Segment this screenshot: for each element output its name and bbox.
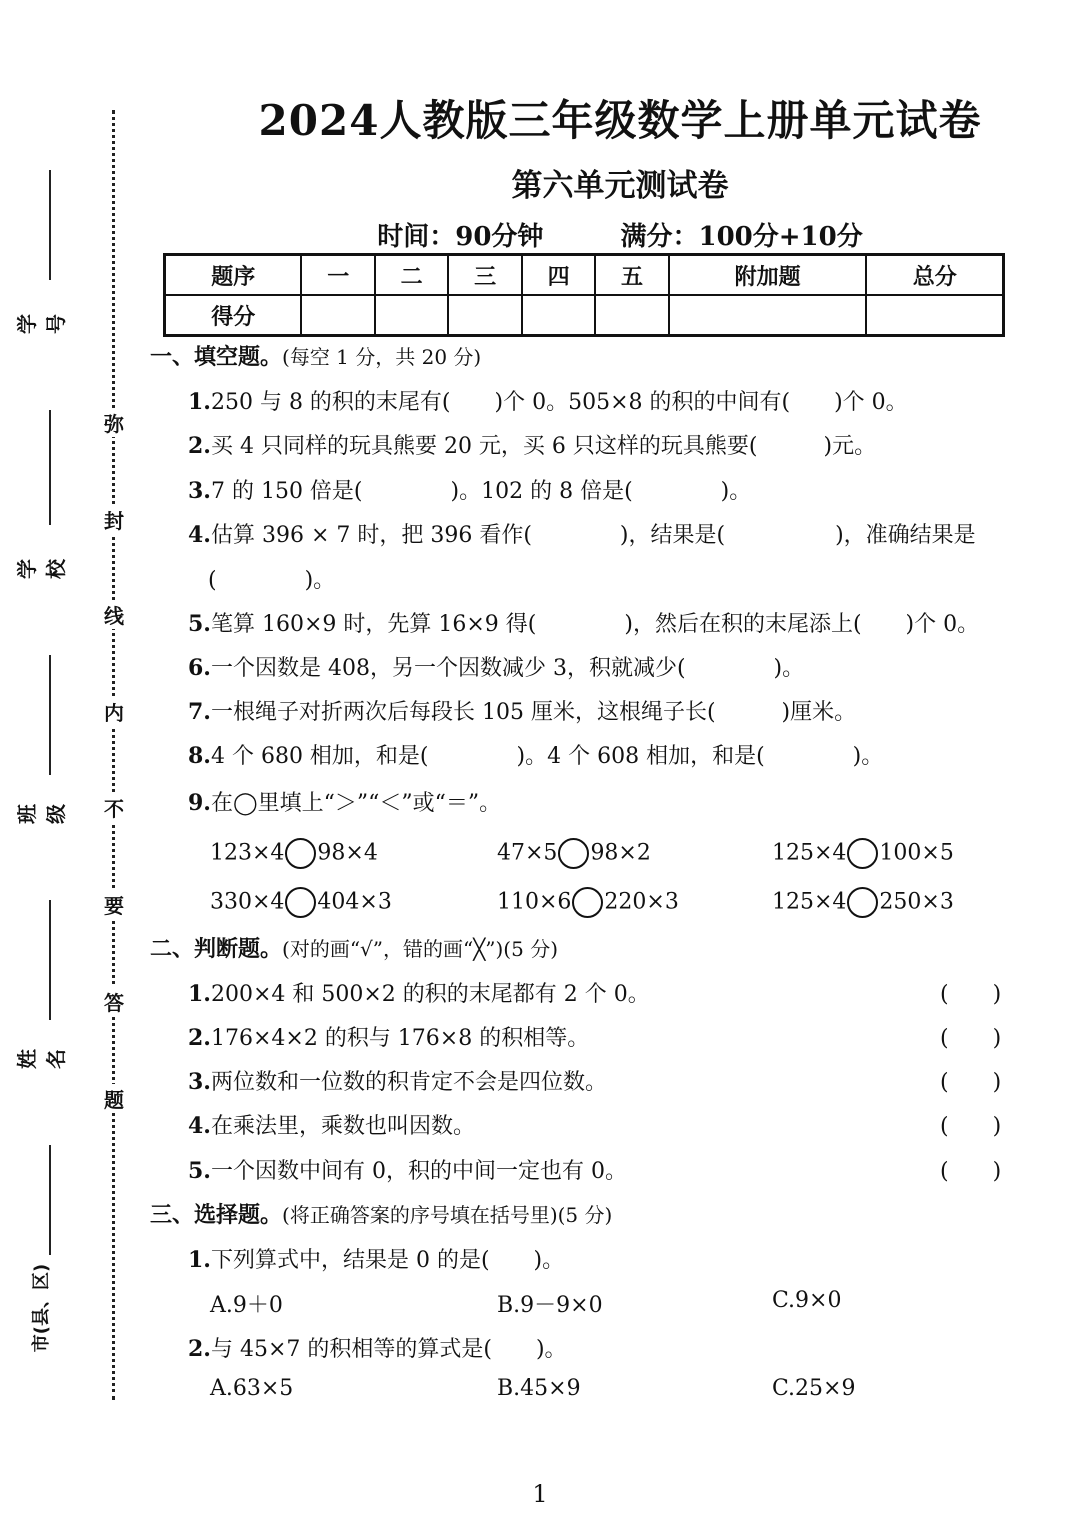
choice-option[interactable]: C.9×0 xyxy=(772,1288,842,1313)
time-limit: 时间：90分钟 xyxy=(377,222,544,252)
answer-paren[interactable]: ( ) xyxy=(940,1070,1002,1095)
full-score: 满分：100分+10分 xyxy=(620,222,863,252)
question-number: 9. xyxy=(188,790,211,816)
question-number: 7. xyxy=(188,699,211,725)
question xyxy=(188,429,876,460)
seal-dotted-line xyxy=(112,110,115,1400)
score-cell[interactable] xyxy=(448,295,521,336)
binding-margin xyxy=(0,0,160,1527)
question-text: 在乘法里，乘数也叫因数。 xyxy=(210,1114,475,1139)
compare-right: 220×3 xyxy=(604,889,679,915)
seal-char: 弥 xyxy=(100,408,128,437)
compare-item xyxy=(210,838,378,869)
question xyxy=(188,607,979,638)
question xyxy=(188,1021,589,1052)
class-label: 班级 xyxy=(15,804,68,824)
header-cell: 题序 xyxy=(165,255,302,296)
header-cell: 五 xyxy=(595,255,668,296)
question-number: 4. xyxy=(188,1113,211,1139)
question-text: ( )。 xyxy=(208,568,336,593)
question-number: 1. xyxy=(188,1247,211,1273)
section2-title: 二、判断题。 xyxy=(150,936,283,962)
district-line[interactable] xyxy=(49,1145,51,1255)
score-cell[interactable] xyxy=(375,295,448,336)
exam-title: 2024人教版三年级数学上册单元试卷 xyxy=(258,96,982,145)
question-text: 一个因数是 408，另一个因数减少 3，积就减少( )。 xyxy=(210,656,805,681)
question xyxy=(188,739,883,770)
section1-note: (每空 1 分，共 20 分) xyxy=(282,345,482,369)
score-cell[interactable] xyxy=(669,295,867,336)
compare-left: 125×4 xyxy=(772,889,847,915)
compare-right: 100×5 xyxy=(879,840,954,866)
question xyxy=(188,385,908,416)
seal-char: 不 xyxy=(100,793,128,822)
compare-left: 330×4 xyxy=(210,889,285,915)
choice-option[interactable]: C.25×9 xyxy=(772,1376,856,1401)
question xyxy=(188,786,501,817)
score-cell[interactable] xyxy=(301,295,374,336)
compare-circle[interactable] xyxy=(572,887,603,918)
question-number: 1. xyxy=(188,389,211,415)
choice-option[interactable]: A.9＋0 xyxy=(210,1293,283,1318)
page-number: 1 xyxy=(532,1480,548,1508)
score-cell[interactable] xyxy=(522,295,595,336)
school-line[interactable] xyxy=(49,410,51,525)
question-number: 1. xyxy=(188,981,211,1007)
compare-item xyxy=(772,887,954,918)
section3-heading xyxy=(150,1198,612,1229)
question xyxy=(188,651,804,682)
question xyxy=(188,1332,567,1363)
question-text: 估算 396 × 7 时，把 396 看作( )，结果是( )，准确结果是 xyxy=(210,523,976,548)
answer-paren[interactable]: ( ) xyxy=(940,1159,1002,1184)
compare-right: 404×3 xyxy=(317,889,392,915)
exam-subtitle: 第六单元测试卷 xyxy=(511,168,729,204)
question-text: 4 个 680 相加，和是( )。4 个 608 相加，和是( )。 xyxy=(210,744,884,769)
student-id-line[interactable] xyxy=(49,170,51,280)
class-line[interactable] xyxy=(49,655,51,775)
question-text: 两位数和一位数的积肯定不会是四位数。 xyxy=(210,1070,607,1095)
compare-right: 98×2 xyxy=(590,840,651,866)
question xyxy=(188,1065,607,1096)
question-number: 5. xyxy=(188,1158,211,1184)
seal-char: 要 xyxy=(100,890,128,919)
question-text: 7 的 150 倍是( )。102 的 8 倍是( )。 xyxy=(210,479,752,504)
question-number: 2. xyxy=(188,1025,211,1051)
compare-circle[interactable] xyxy=(285,838,316,869)
choice-option[interactable]: A.63×5 xyxy=(210,1376,294,1401)
question-number: 3. xyxy=(188,1069,211,1095)
section2-heading xyxy=(150,932,558,963)
answer-paren[interactable]: ( ) xyxy=(940,982,1002,1007)
choice-option[interactable]: B.9－9×0 xyxy=(497,1293,603,1318)
question xyxy=(188,1154,627,1185)
question xyxy=(188,977,650,1008)
question-text: 176×4×2 的积与 176×8 的积相等。 xyxy=(210,1026,590,1051)
header-cell: 一 xyxy=(301,255,374,296)
compare-circle[interactable] xyxy=(558,838,589,869)
question xyxy=(188,1243,564,1274)
compare-right: 98×4 xyxy=(317,840,378,866)
seal-char: 线 xyxy=(100,600,128,629)
question-number: 2. xyxy=(188,433,211,459)
question-number: 5. xyxy=(188,611,211,637)
question xyxy=(188,474,751,505)
section3-title: 三、选择题。 xyxy=(150,1202,283,1228)
compare-left: 110×6 xyxy=(497,889,572,915)
compare-item xyxy=(497,838,651,869)
name-label: 姓名 xyxy=(15,1049,68,1069)
question-text: 买 4 只同样的玩具熊要 20 元，买 6 只这样的玩具熊要( )元。 xyxy=(210,434,877,459)
question-text: 一个因数中间有 0，积的中间一定也有 0。 xyxy=(210,1159,627,1184)
section2-note: (对的画“√”，错的画“╳”)(5 分) xyxy=(282,937,558,961)
choice-option[interactable]: B.45×9 xyxy=(497,1376,581,1401)
question-number: 8. xyxy=(188,743,211,769)
header-cell: 二 xyxy=(375,255,448,296)
header-cell: 总分 xyxy=(866,255,1003,296)
exam-info xyxy=(160,216,1080,253)
name-line[interactable] xyxy=(49,900,51,1020)
header-cell: 四 xyxy=(522,255,595,296)
compare-left: 125×4 xyxy=(772,840,847,866)
compare-right: 250×3 xyxy=(879,889,954,915)
score-row-label: 得分 xyxy=(165,295,302,336)
compare-item xyxy=(772,838,954,869)
score-cell[interactable] xyxy=(595,295,668,336)
seal-char: 答 xyxy=(100,987,128,1016)
score-cell[interactable] xyxy=(866,295,1003,336)
compare-left: 123×4 xyxy=(210,840,285,866)
compare-circle[interactable] xyxy=(285,887,316,918)
district-label: 市(县、区) xyxy=(31,1263,52,1353)
section1-heading xyxy=(150,340,481,371)
question-text: 在◯里填上“＞”“＜”或“＝”。 xyxy=(210,791,502,816)
question-continuation xyxy=(208,563,335,594)
header-cell: 三 xyxy=(448,255,521,296)
compare-circle[interactable] xyxy=(847,838,878,869)
question-text: 250 与 8 的积的末尾有( )个 0。505×8 的积的中间有( )个 0。 xyxy=(210,390,908,415)
answer-paren[interactable]: ( ) xyxy=(940,1114,1002,1139)
question-text: 笔算 160×9 时，先算 16×9 得( )，然后在积的末尾添上( )个 0。 xyxy=(210,612,980,637)
score-table xyxy=(163,253,1005,337)
question xyxy=(188,1109,475,1140)
question-text: 下列算式中，结果是 0 的是( )。 xyxy=(210,1248,565,1273)
seal-char: 题 xyxy=(100,1084,128,1113)
seal-char: 封 xyxy=(100,505,128,534)
question-number: 6. xyxy=(188,655,211,681)
compare-left: 47×5 xyxy=(497,840,558,866)
section3-note: (将正确答案的序号填在括号里)(5 分) xyxy=(282,1203,613,1227)
header-cell: 附加题 xyxy=(669,255,867,296)
answer-paren[interactable]: ( ) xyxy=(940,1026,1002,1051)
compare-circle[interactable] xyxy=(847,887,878,918)
question-number: 2. xyxy=(188,1336,211,1362)
compare-item xyxy=(497,887,679,918)
section1-title: 一、填空题。 xyxy=(150,344,283,370)
question-number: 3. xyxy=(188,478,211,504)
student-id-label: 学号 xyxy=(15,314,68,334)
question xyxy=(188,518,976,549)
school-label: 学校 xyxy=(15,559,68,579)
question-text: 与 45×7 的积相等的算式是( )。 xyxy=(210,1337,567,1362)
compare-item xyxy=(210,887,392,918)
question-text: 200×4 和 500×2 的积的末尾都有 2 个 0。 xyxy=(210,982,650,1007)
question xyxy=(188,695,856,726)
seal-char: 内 xyxy=(100,697,128,726)
question-text: 一根绳子对折两次后每段长 105 厘米，这根绳子长( )厘米。 xyxy=(210,700,857,725)
question-number: 4. xyxy=(188,522,211,548)
